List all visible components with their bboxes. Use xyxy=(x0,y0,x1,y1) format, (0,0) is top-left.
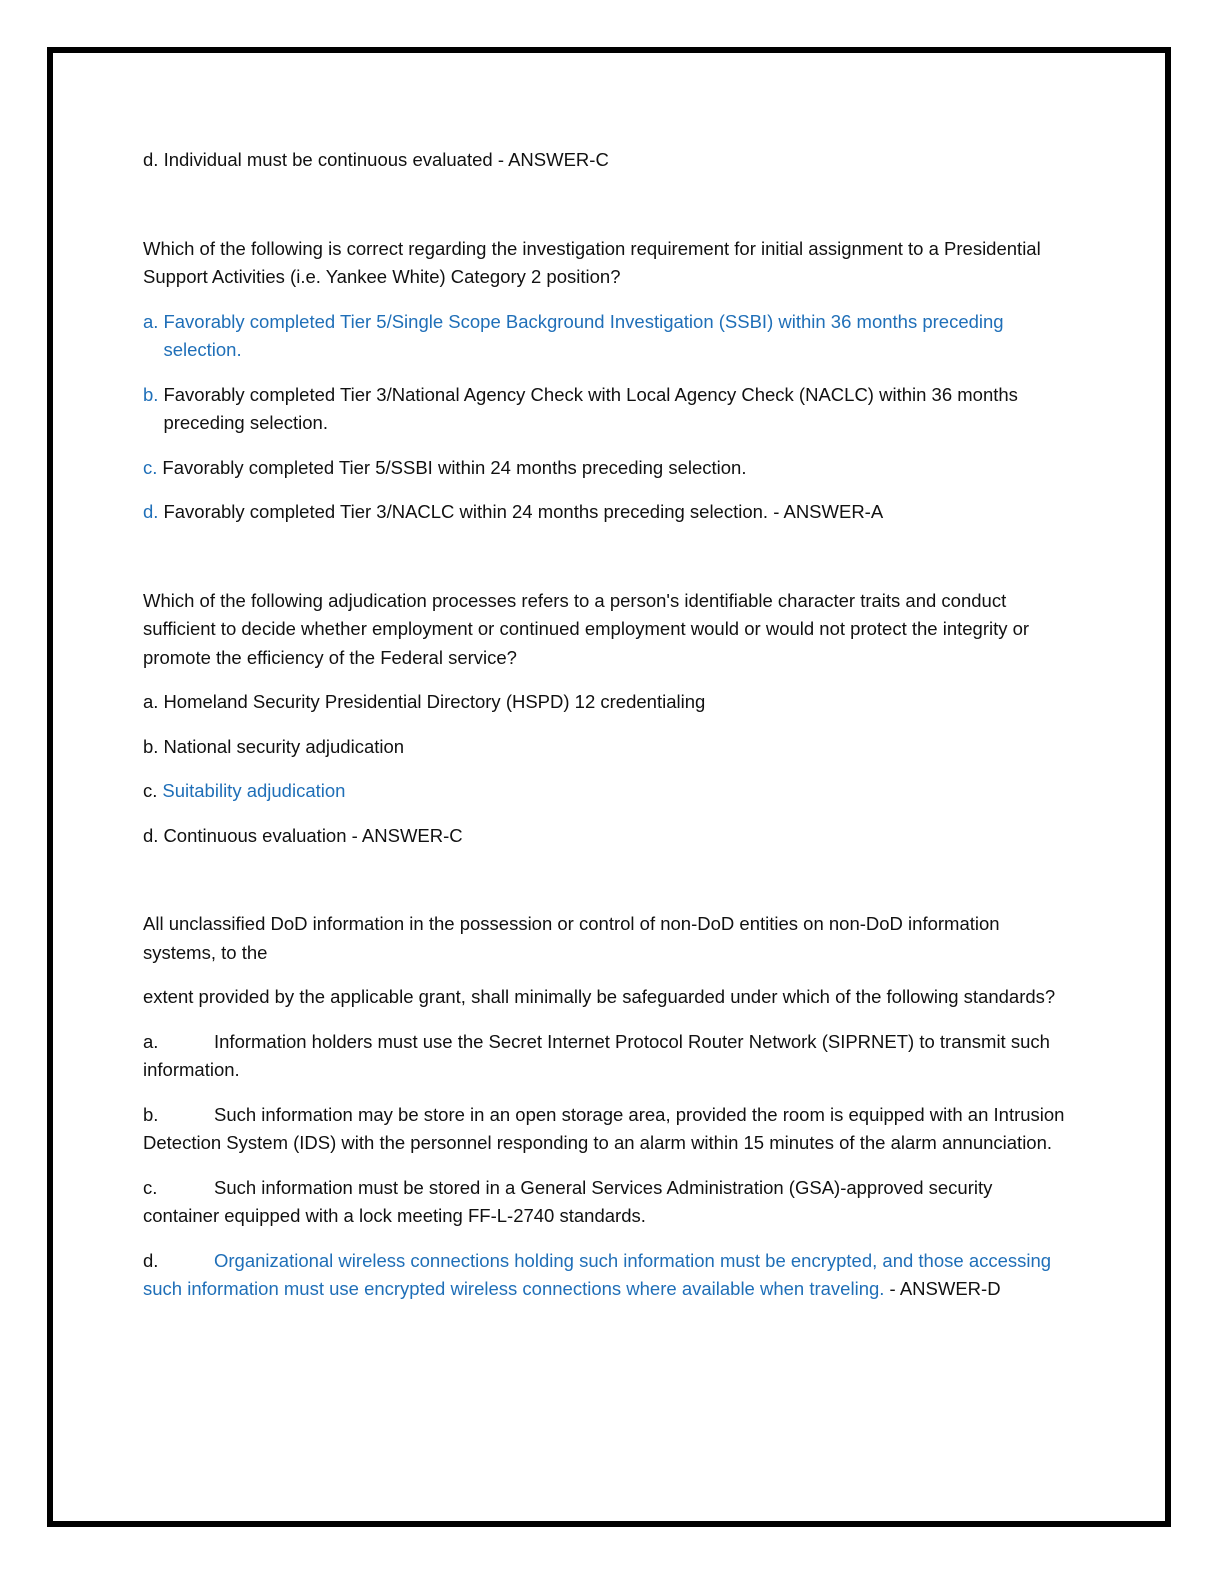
option-text: Organizational wireless connections holding such information must be encrypted, and those accessing such information must use encrypted wireless connections where available when traveling. xyxy=(143,1249,1052,1299)
q1-option-c xyxy=(143,454,1073,483)
q1-question: Which of the following is correct regarding the investigation requirement for initial assignment to a Presidential Support Activities (i.e. Yankee White) Category 2 position? xyxy=(143,237,1041,287)
option-label: d. xyxy=(143,501,159,522)
option-label: b. xyxy=(143,735,159,757)
q1-option-d xyxy=(143,498,1073,527)
option-label: c. xyxy=(143,456,158,478)
document-body xyxy=(143,146,1073,1304)
option-label: d. xyxy=(143,824,159,846)
option-text: Continuous evaluation - ANSWER-C xyxy=(163,824,463,846)
q2-question: Which of the following adjudication processes refers to a person's identifiable character traits and conduct sufficient to decide whether employment or continued employment would or would not protect the integrity or promote the efficiency of the Federal service? xyxy=(143,589,1030,668)
q3-option-b xyxy=(143,1101,1073,1158)
q2-option-b xyxy=(143,733,1073,762)
option-text: Suitability adjudication xyxy=(162,780,346,801)
q2-option-c xyxy=(143,777,1073,806)
q1-option-b xyxy=(143,381,1073,438)
option-label: a. xyxy=(143,310,159,332)
option-label: a. xyxy=(143,1030,159,1052)
q3-option-c xyxy=(143,1174,1073,1231)
option-label: a. xyxy=(143,691,159,712)
option-text: Such information must be stored in a General Services Administration (GSA)-approved security container equipped with a lock meeting FF-L-2740 standards. xyxy=(143,1176,993,1226)
q3-option-a xyxy=(143,1028,1073,1085)
q1-option-a xyxy=(143,308,1073,365)
option-label: d. xyxy=(143,1249,159,1271)
q3-option-d xyxy=(143,1247,1073,1304)
q2-option-d xyxy=(143,822,1073,851)
option-text: Favorably completed Tier 5/SSBI within 24 months preceding selection. xyxy=(162,456,747,478)
option-text: Favorably completed Tier 3/NACLC within 24 months preceding selection. - ANSWER-A xyxy=(163,501,884,522)
option-text: Information holders must use the Secret Internet Protocol Router Network (SIPRNET) to transmit such information. xyxy=(143,1030,1050,1080)
option-label: c. xyxy=(143,780,158,801)
answer-suffix: - ANSWER-D xyxy=(884,1278,1001,1299)
q2-option-a xyxy=(143,688,1073,717)
q3-question-part1: All unclassified DoD information in the possession or control of non-DoD entities on non-DoD information systems, to the xyxy=(143,913,1000,963)
q0-option-d: d. Individual must be continuous evaluated - ANSWER-C xyxy=(143,149,609,170)
option-label: c. xyxy=(143,1176,158,1198)
option-text: Such information may be store in an open storage area, provided the room is equipped with an Intrusion Detection System (IDS) with the personnel responding to an alarm within 15 minutes of the alarm annunciation. xyxy=(143,1103,1065,1153)
option-text: National security adjudication xyxy=(163,735,405,757)
option-text: Favorably completed Tier 5/Single Scope Background Investigation (SSBI) within 36 months preceding selection. xyxy=(163,310,1004,360)
option-text: Homeland Security Presidential Directory (HSPD) 12 credentialing xyxy=(163,691,706,712)
option-label: b. xyxy=(143,1103,159,1125)
q3-question-part2: extent provided by the applicable grant, shall minimally be safeguarded under which of the following standards? xyxy=(143,986,1056,1007)
option-label: b. xyxy=(143,383,159,405)
option-text: Favorably completed Tier 3/National Agency Check with Local Agency Check (NACLC) within 36 months preceding selection. xyxy=(163,383,1018,433)
